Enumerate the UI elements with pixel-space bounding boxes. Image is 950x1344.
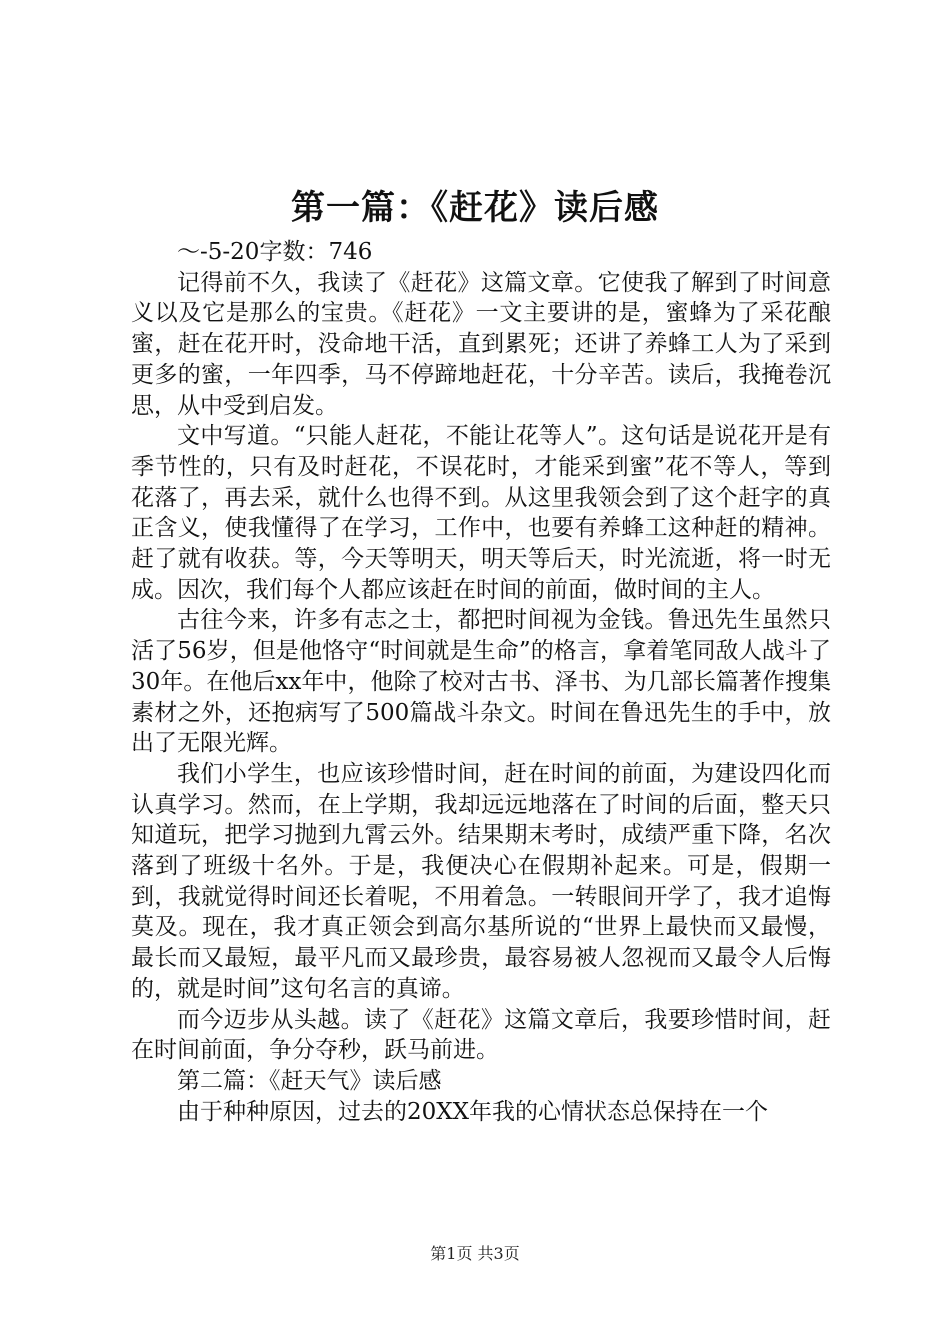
paragraph: 而今迈步从头越。读了《赶花》这篇文章后，我要珍惜时间，赶在时间前面，争分夺秒，跃马前进。 [131,1006,831,1064]
paragraph: 我们小学生，也应该珍惜时间，赶在时间的前面，为建设四化而认真学习。然而，在上学期，我却远远地落在了时间的后面，整天只知道玩，把学习抛到九霄云外。结果期末考时，成绩严重下降，名次落到了班级十名外。于是，我便决心在假期补起来。可是，假期一到，我就觉得时间还长着呢，不用着急。一转眼间开学了，我才追悔莫及。现在，我才真正领会到高尔基所说的“世界上最快而又最慢，最长而又最短，最平凡而又最珍贵，最容易被人忽视而又最令人后悔的，就是时间”这句名言的真谛。 [131,760,831,1002]
paragraph: 由于种种原因，过去的20XX年我的心情状态总保持在一个 [177,1098,769,1125]
meta-line: ～-5-20字数：746 [177,239,373,265]
paragraph: 文中写道。“只能人赶花，不能让花等人”。这句话是说花开是有季节性的，只有及时赶花，不误花时，才能采到蜜”花不等人，等到花落了，再去采，就什么也得不到。从这里我领会到了这个赶字的真正含义，使我懂得了在学习，工作中，也要有养蜂工这种赶的精神。赶了就有收获。等，今天等明天，明天等后天，时光流逝，将一时无成。因次，我们每个人都应该赶在时间的前面，做时间的主人。 [131,423,831,603]
paragraph: 古往今来，许多有志之士，都把时间视为金钱。鲁迅先生虽然只活了56岁，但是他恪守“时间就是生命”的格言，拿着笔同敌人战斗了30年。在他后xx年中，他除了校对古书、泽书、为几部长篇著作搜集素材之外，还抱病写了500篇战斗杂文。时间在鲁迅先生的手中，放出了无限光辉。 [131,607,831,757]
page-footer: 第1页 共3页 [430,1244,520,1263]
paragraph: 记得前不久，我读了《赶花》这篇文章。它使我了解到了时间意义以及它是那么的宝贵。《赶花》一文主要讲的是，蜜蜂为了采花酿蜜，赶在花开时，没命地干活，直到累死；还讲了养蜂工人为了采到更多的蜜，一年四季，马不停蹄地赶花，十分辛苦。读后，我掩卷沉思，从中受到启发。 [131,269,831,419]
document-body [131,237,831,1127]
page-title: 第一篇：《赶花》读后感 [291,188,659,228]
section-heading: 第二篇：《赶天气》读后感 [177,1067,442,1094]
